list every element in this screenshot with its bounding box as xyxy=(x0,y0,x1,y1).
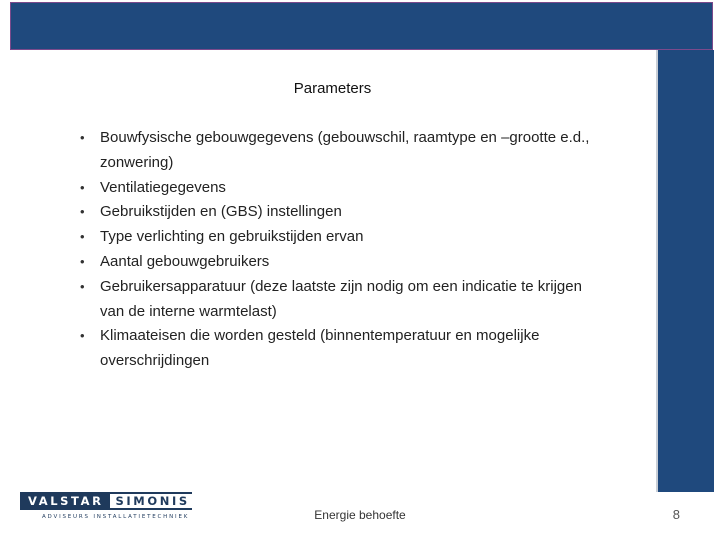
side-bar xyxy=(656,50,714,492)
list-item xyxy=(78,126,598,176)
logo-left-text: VALSTAR xyxy=(22,494,110,508)
header-bar xyxy=(10,2,713,50)
bullet-icon: • xyxy=(80,328,85,344)
page-number: 8 xyxy=(672,507,680,522)
bullet-icon: • xyxy=(80,130,85,145)
list-item-text: Gebruikersapparatuur (deze laatste zijn nodig om een indicatie te krijgen van de interne warmtelast) xyxy=(100,277,582,320)
bullet-icon: • xyxy=(80,204,85,220)
logo-subtitle: ADVISEURS INSTALLATIETECHNIEK xyxy=(42,514,190,520)
bullet-icon: • xyxy=(80,278,85,294)
list-item-text: Ventilatiegegevens xyxy=(100,178,226,196)
bullet-icon: • xyxy=(80,179,85,195)
logo-wordmark xyxy=(20,492,192,510)
list-item xyxy=(78,225,598,250)
slide-title: Parameters xyxy=(293,80,372,97)
bullet-icon: • xyxy=(80,253,85,269)
list-item-text: Aantal gebouwgebruikers xyxy=(100,252,270,270)
company-logo xyxy=(20,492,192,524)
list-item-text: Gebruikstijden en (GBS) instellingen xyxy=(100,203,342,221)
list-item xyxy=(78,250,598,275)
list-item xyxy=(78,200,598,225)
list-item-text: Bouwfysische gebouwgegevens (gebouwschil, raamtype en –grootte e.d., zonwering) xyxy=(100,129,590,171)
list-item-text: Type verlichting en gebruikstijden ervan xyxy=(100,228,364,246)
list-item-text: Klimaateisen die worden gesteld (binnentemperatuur en mogelijke overschrijdingen xyxy=(100,327,540,370)
list-item xyxy=(78,176,598,201)
list-item xyxy=(78,275,598,325)
bullet-list xyxy=(78,126,598,374)
bullet-icon: • xyxy=(80,229,85,245)
footer-text: Energie behoefte xyxy=(314,508,406,522)
list-item xyxy=(78,324,598,374)
logo-right-text: SIMONIS xyxy=(110,494,194,508)
